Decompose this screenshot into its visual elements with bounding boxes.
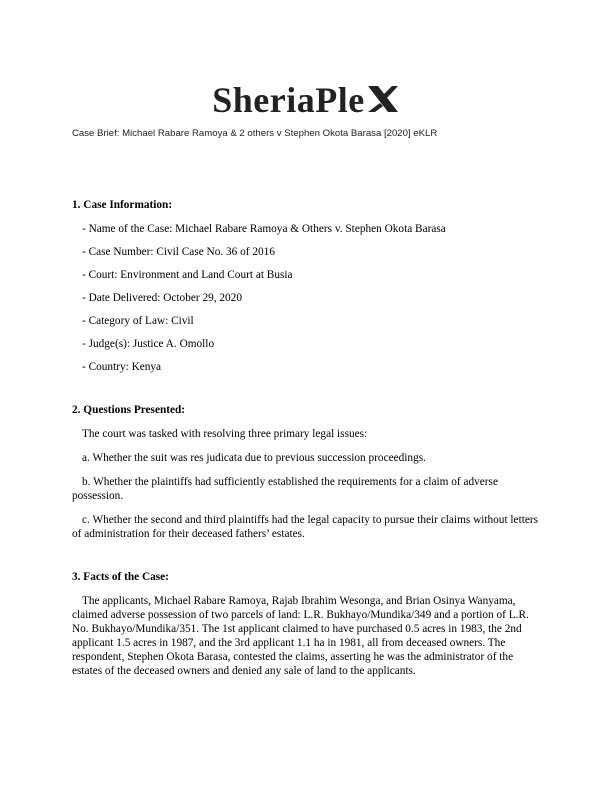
question-paragraph: a. Whether the suit was res judicata due to previous succession proceedings. [82,452,426,464]
questions-presented-section [72,403,542,551]
facts-section [72,570,542,688]
questions-presented-heading: 2. Questions Presented: [72,404,186,416]
case-information-section [72,198,542,383]
case-brief-title: Case Brief: Michael Rabare Ramoya & 2 others v Stephen Okota Barasa [2020] eKLR [72,128,438,139]
case-info-item: - Country: Kenya [82,361,162,373]
question-paragraph: c. Whether the second and third plaintiffs had the legal capacity to pursue their claims without letters of administration for their deceased fathers’ estates. [72,514,539,540]
case-info-item: - Category of Law: Civil [82,315,194,327]
logo-x-mark [366,82,400,116]
logo-text: SheriaPle [212,80,365,120]
facts-heading: 3. Facts of the Case: [72,571,169,583]
case-info-item: - Case Number: Civil Case No. 36 of 2016 [82,246,275,258]
question-paragraph: The court was tasked with resolving three primary legal issues: [82,428,368,440]
case-info-item: - Name of the Case: Michael Rabare Ramoya & Others v. Stephen Okota Barasa [82,223,446,235]
case-information-heading: 1. Case Information: [72,199,173,211]
facts-paragraph: The applicants, Michael Rabare Ramoya, Rajab Ibrahim Wesonga, and Brian Osinya Wanyama, claimed adverse possession of two parcels of land: L.R. Bukhayo/Mundika/349 and a portion of L.R. No. Bukhayo/Mundika/351. The 1st applicant claimed to have purchased 0.5 acres in 1983, the 2nd applicant 1.5 acres in 1987, and the 3rd applicant 1.1 ha in 1981, all from deceased owners. The respondent, Stephen Okota Barasa, contested the claims, asserting he was the administrator of the estates of the deceased owners and denied any sale of land to the applicants. [72,595,529,677]
question-paragraph: b. Whether the plaintiffs had sufficiently established the requirements for a claim of adverse possession. [72,476,498,502]
logo [0,78,612,122]
case-info-item: - Court: Environment and Land Court at Busia [82,269,293,281]
case-info-item: - Date Delivered: October 29, 2020 [82,292,242,304]
case-info-item: - Judge(s): Justice A. Omollo [82,338,215,350]
